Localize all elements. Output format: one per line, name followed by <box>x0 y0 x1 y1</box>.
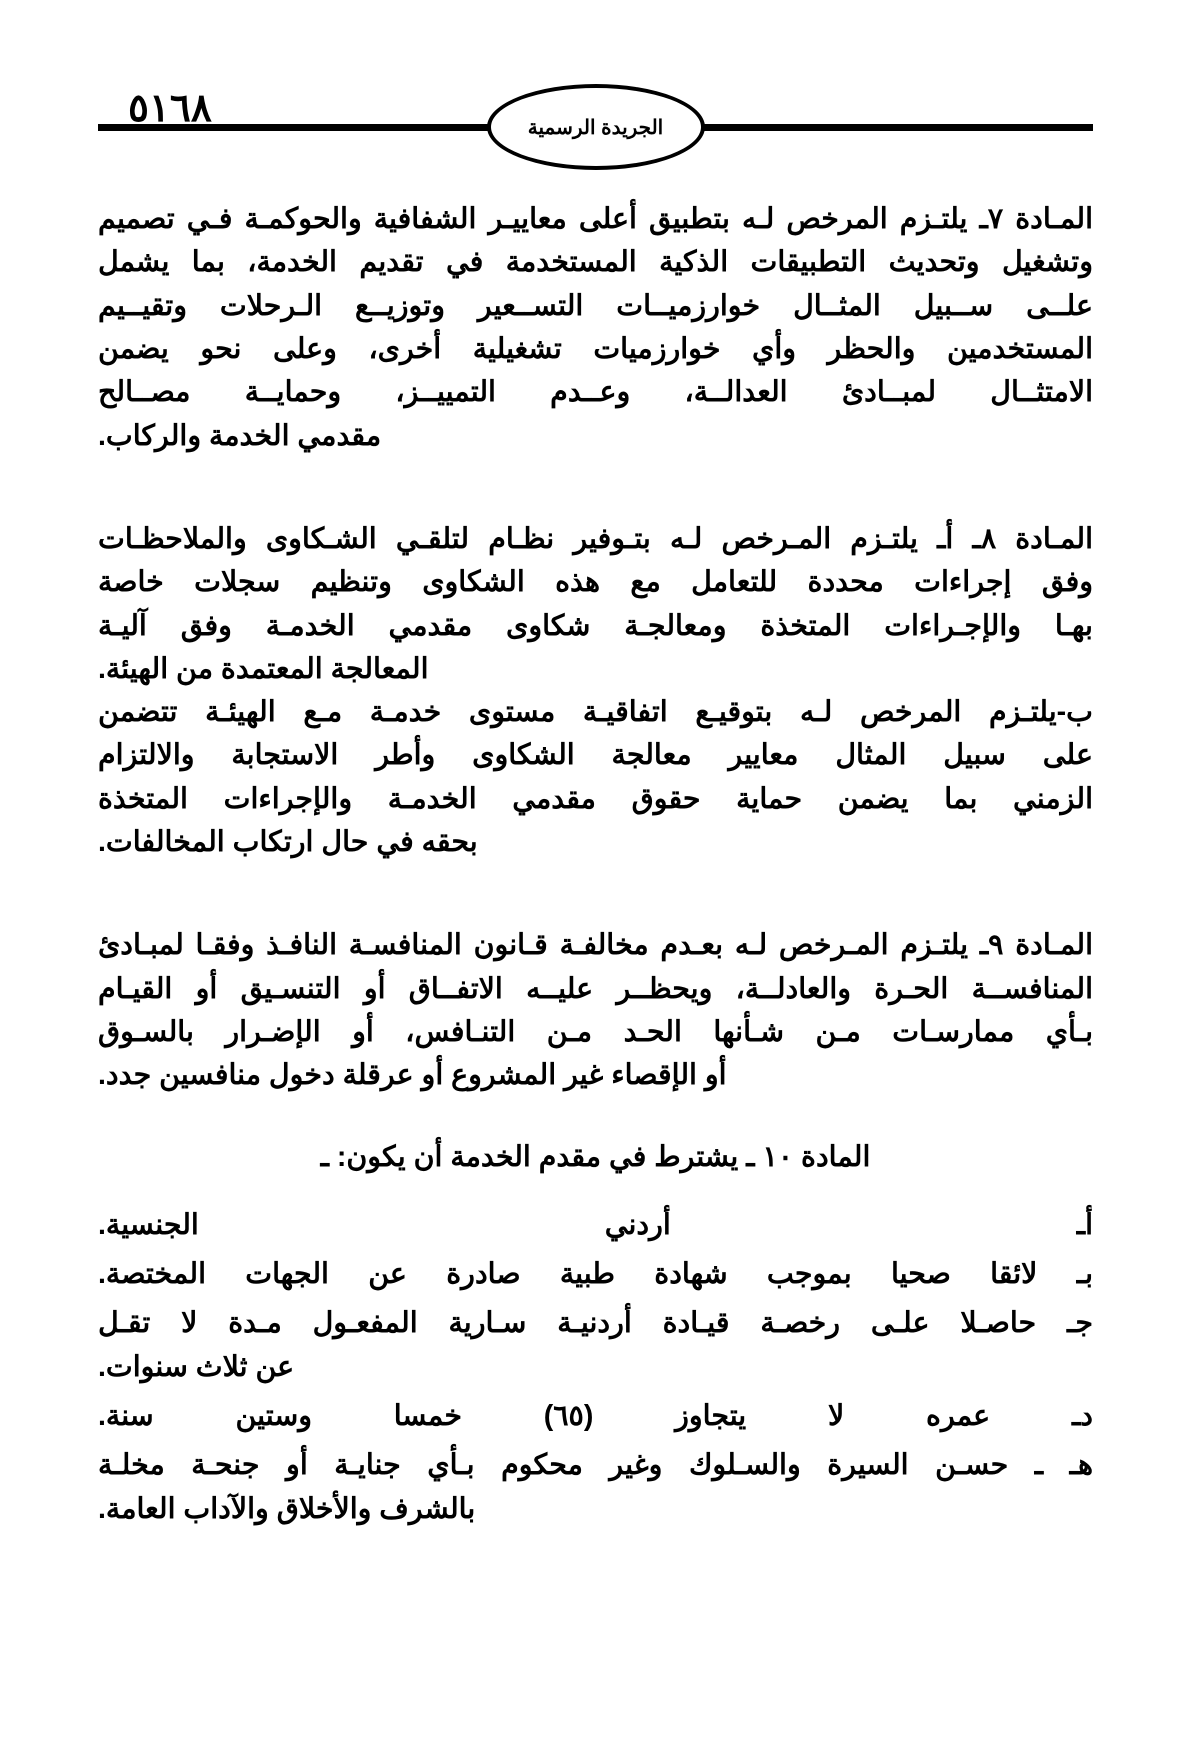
article-8-line-2: وفق إجراءات محددة للتعامل مع هذه الشكاوى وتنظيم سجلات خاصة <box>98 566 1093 599</box>
article-8-line-5: ب-يلتـزم المرخص لـه بتوقيـع اتفاقيـة مستوى خدمـة مـع الهيئـة تتضمن <box>98 696 1093 729</box>
clause-c <box>98 1302 1093 1389</box>
clause-d-line-1: دـ عمره لا يتجاوز (٦٥) خمسا وستين سنة. <box>98 1399 1093 1432</box>
article-9-line-4: أو الإقصاء غير المشروع أو عرقلة دخول منافسين جدد. <box>98 1059 727 1092</box>
article-8-line-6: على سبيل المثال معايير معالجة الشكاوى وأطر الاستجابة والالتزام <box>98 739 1093 772</box>
clause-b <box>98 1253 1093 1296</box>
masthead-label: الجريدة الرسمية <box>527 116 664 139</box>
article-7-line-2: وتشغيل وتحديث التطبيقات الذكية المستخدمة في تقديم الخدمة، بما يشمل <box>98 246 1093 279</box>
page-number: ٥١٦٨ <box>128 87 212 130</box>
document-body <box>98 198 1093 1531</box>
clause-a <box>98 1204 1093 1247</box>
clause-e-line-2: بالشرف والأخلاق والآداب العامة. <box>98 1492 476 1525</box>
article-9-line-2: المنافســة الحـرة والعادلــة، ويحظــر عليــه الاتفــاق أو التنسـيق أو القيـام <box>98 972 1093 1005</box>
clause-c-line-1: جـ حاصـلا علـى رخصـة قيـادة أردنيـة سـارية المفعـول مـدة لا تقـل <box>98 1307 1093 1340</box>
page-header <box>0 78 1191 158</box>
clause-e <box>98 1444 1093 1531</box>
document-page <box>0 78 1191 1762</box>
clause-e-line-1: هـ ـ حسـن السيرة والسـلوك وغير محكوم بـأي جنايـة أو جنحـة مخلـة <box>98 1449 1093 1482</box>
clause-c-line-2: عن ثلاث سنوات. <box>98 1350 295 1383</box>
article-8-line-4: المعالجة المعتمدة من الهيئة. <box>98 652 429 685</box>
article-9-line-1: المـادة ٩ـ يلتـزم المـرخص لـه بعـدم مخالفـة قـانون المنافسـة النافـذ وفقـا لمبـادئ <box>98 929 1093 962</box>
article-10-heading: المادة ١٠ ـ يشترط في مقدم الخدمة أن يكون: ـ <box>320 1140 871 1173</box>
article-7-line-5: الامتثــال لمبــادئ العدالــة، وعــدم التمييــز، وحمايــة مصــالح <box>98 376 1093 409</box>
article-8-line-7: الزمني بما يضمن حماية حقوق مقدمي الخدمـة والإجراءات المتخذة <box>98 782 1093 815</box>
masthead-badge <box>487 84 705 170</box>
article-9 <box>98 924 1093 1097</box>
article-8-line-1: المـادة ٨ـ أـ يلتـزم المـرخص لـه بتـوفير نظـام لتلقـي الشـكاوى والملاحظـات <box>98 522 1093 555</box>
article-7-line-4: المستخدمين والحظر وأي خوارزميات تشغيلية أخرى، وعلى نحو يضمن <box>98 332 1093 365</box>
clause-b-line-1: بـ لائقا صحيا بموجب شهادة طبية صادرة عن الجهات المختصة. <box>98 1257 1093 1290</box>
article-8 <box>98 518 1093 865</box>
article-8-line-3: بهـا والإجـراءات المتخذة ومعالجـة شكاوى مقدمي الخدمـة وفق آليـة <box>98 609 1093 642</box>
spacer <box>98 492 1093 518</box>
article-9-line-3: بـأي ممارسـات مـن شـأنها الحـد مـن التنـافس، أو الإضـرار بالسـوق <box>98 1016 1093 1048</box>
article-7-line-6: مقدمي الخدمة والركاب. <box>98 419 382 452</box>
article-10-clauses <box>98 1204 1093 1531</box>
article-7-line-1: المـادة ٧ـ يلتـزم المرخص لـه بتطبيق أعلى معاييـر الشفافية والحوكمـة فـي تصميم <box>98 203 1093 235</box>
clause-d <box>98 1395 1093 1438</box>
clause-a-line-1: أـ أردني الجنسية. <box>98 1208 1093 1241</box>
article-7-line-3: علــى ســبيل المثــال خوارزميــات التســعير وتوزيــع الـرحلات وتقيــيم <box>98 289 1093 322</box>
spacer <box>98 898 1093 924</box>
article-8-line-8: بحقه في حال ارتكاب المخالفات. <box>98 826 478 859</box>
article-7 <box>98 198 1093 458</box>
